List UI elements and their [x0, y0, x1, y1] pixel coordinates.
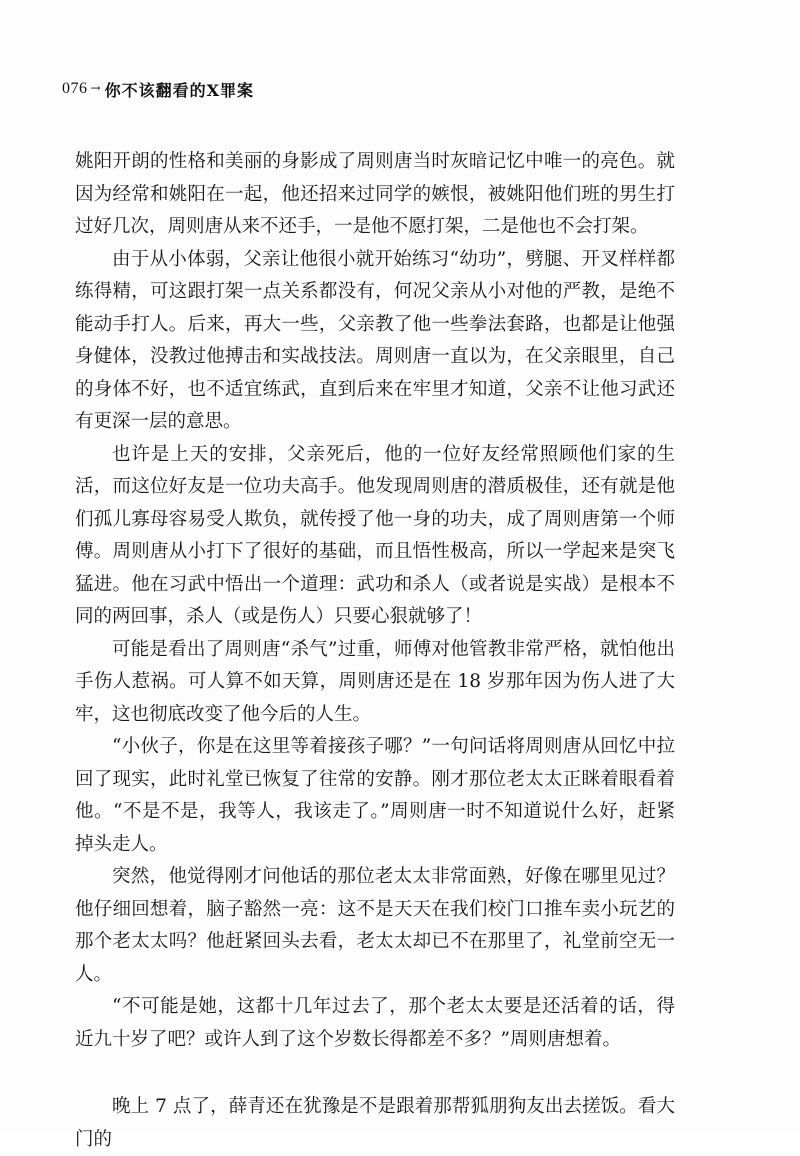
paragraph-7: “不可能是她，这都十几年过去了，那个老太太要是还活着的话，得近九十岁了吧？或许人到了这个岁数长得都差不多？”周则唐想着。: [75, 996, 675, 1050]
paragraph-5: “小伙子，你是在这里等着接孩子哪？”一句问话将周则唐从回忆中拉回了现实，此时礼堂已恢复了往常的安静。刚才那位老太太正眯着眼看着他。“不是不是，我等人，我该走了。”周则唐一时不知道说什么好，赶紧掉头走人。: [75, 736, 675, 855]
paragraph-1: 姚阳开朗的性格和美丽的身影成了周则唐当时灰暗记忆中唯一的亮色。就因为经常和姚阳在一起，他还招来过同学的嫉恨，被姚阳他们班的男生打过好几次，周则唐从来不还手，一是他不愿打架，二是他也不会打架。: [75, 151, 675, 237]
page-body: [75, 146, 675, 1156]
paragraph-6: 突然，他觉得刚才问他话的那位老太太非常面熟，好像在哪里见过？他仔细回想着，脑子豁然一亮：这不是天天在我们校门口推车卖小玩艺的那个老太太吗？他赶紧回头去看，老太太却已不在那里了，礼堂前空无一人。: [75, 866, 675, 985]
paragraph-3: 也许是上天的安排，父亲死后，他的一位好友经常照顾他们家的生活，而这位好友是一位功夫高手。他发现周则唐的潜质极佳，还有就是他们孤儿寡母容易受人欺负，就传授了他一身的功夫，成了周则唐第一个师傅。周则唐从小打下了很好的基础，而且悟性极高，所以一学起来是突飞猛进。他在习武中悟出一个道理：武功和杀人（或者说是实战）是根本不同的两回事，杀人（或是伤人）只要心狠就够了！: [75, 443, 675, 627]
paragraph-8: 晚上 7 点了，薛青还在犹豫是不是跟着那帮狐朋狗友出去搓饭。看大门的: [75, 1096, 675, 1150]
page-number: 076: [62, 80, 88, 97]
paragraph-4: 可能是看出了周则唐“杀气”过重，师傅对他管教非常严格，就怕他出手伤人惹祸。可人算不如天算，周则唐还是在 18 岁那年因为伤人进了大牢，这也彻底改变了他今后的人生。: [75, 638, 675, 725]
paragraph-2: 由于从小体弱，父亲让他很小就开始练习“幼功”，劈腿、开叉样样都练得精，可这跟打架一点关系都没有，何况父亲从小对他的严教，是绝不能动手打人。后来，再大一些，父亲教了他一些拳法套路，也都是让他强身健体，没教过他搏击和实战技法。周则唐一直以为，在父亲眼里，自己的身体不好，也不适宜练武，直到后来在牢里才知道，父亲不让他习武还有更深一层的意思。: [75, 248, 675, 432]
arrow-icon: →: [90, 81, 101, 95]
page-header: [62, 76, 254, 102]
book-title: 你不该翻看的X罪案: [104, 80, 254, 100]
